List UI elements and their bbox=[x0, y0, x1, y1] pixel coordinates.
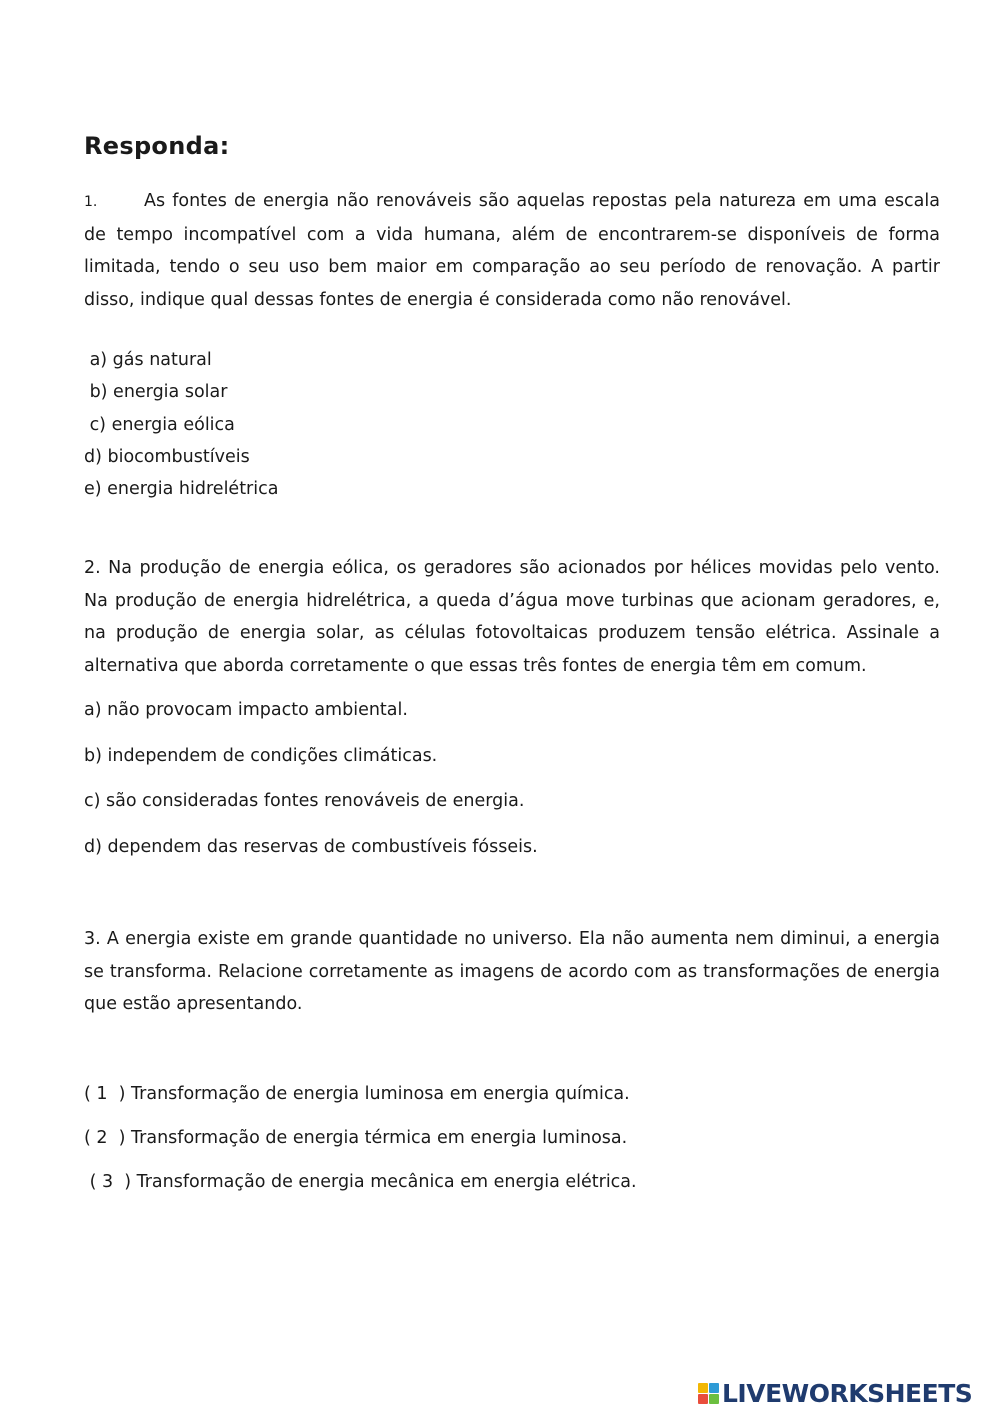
question-1-text bbox=[84, 185, 940, 316]
logo-square-green bbox=[709, 1394, 719, 1404]
question-1-statement: As fontes de energia não renováveis são aquelas repostas pela natureza em uma escala de tempo incompatível com a vida humana, além de encontrarem-se disponíveis de forma limitada, tendo o seu uso bem maior em comparação ao seu período de renovação. A partir disso, indique qual dessas fontes de energia é considerada como não renovável. bbox=[84, 191, 940, 310]
q1-option-c: c) energia eólica bbox=[84, 415, 235, 435]
liveworksheets-logo-icon bbox=[698, 1383, 719, 1404]
q1-option-d: d) biocombustíveis bbox=[84, 447, 250, 467]
q2-option-d: d) dependem das reservas de combustíveis fósseis. bbox=[84, 837, 538, 857]
q3-item-1: ( 1 ) Transformação de energia luminosa em energia química. bbox=[84, 1084, 630, 1104]
q3-item-3: ( 3 ) Transformação de energia mecânica em energia elétrica. bbox=[84, 1172, 637, 1192]
q2-option-b: b) independem de condições climáticas. bbox=[84, 746, 438, 766]
logo-square-red bbox=[698, 1394, 708, 1404]
liveworksheets-wordmark: LIVEWORKSHEETS bbox=[722, 1378, 973, 1408]
logo-square-yellow bbox=[698, 1383, 708, 1393]
logo-square-blue bbox=[709, 1383, 719, 1393]
q1-option-b: b) energia solar bbox=[84, 382, 228, 402]
page-heading: Responda: bbox=[84, 132, 230, 160]
question-2-text: 2. Na produção de energia eólica, os geradores são acionados por hélices movidas pelo vento. Na produção de energia hidrelétrica, a queda d’água move turbinas que acionam geradores, e, na produção de energia solar, as células fotovoltaicas produzem tensão elétrica. Assinale a alternativa que aborda corretamente o que essas três fontes de energia têm em comum. bbox=[84, 558, 940, 676]
question-3-text: 3. A energia existe em grande quantidade no universo. Ela não aumenta nem diminui, a energia se transforma. Relacione corretamente as imagens de acordo com as transformações de energia que estão apresentando. bbox=[84, 929, 940, 1014]
liveworksheets-branding bbox=[698, 1378, 972, 1408]
question-1-number: 1. bbox=[84, 194, 98, 210]
q3-item-2: ( 2 ) Transformação de energia térmica em energia luminosa. bbox=[84, 1128, 628, 1148]
q1-option-e: e) energia hidrelétrica bbox=[84, 479, 279, 499]
q2-option-a: a) não provocam impacto ambiental. bbox=[84, 700, 408, 720]
q2-option-c: c) são consideradas fontes renováveis de energia. bbox=[84, 791, 525, 811]
q1-option-a: a) gás natural bbox=[84, 350, 212, 370]
